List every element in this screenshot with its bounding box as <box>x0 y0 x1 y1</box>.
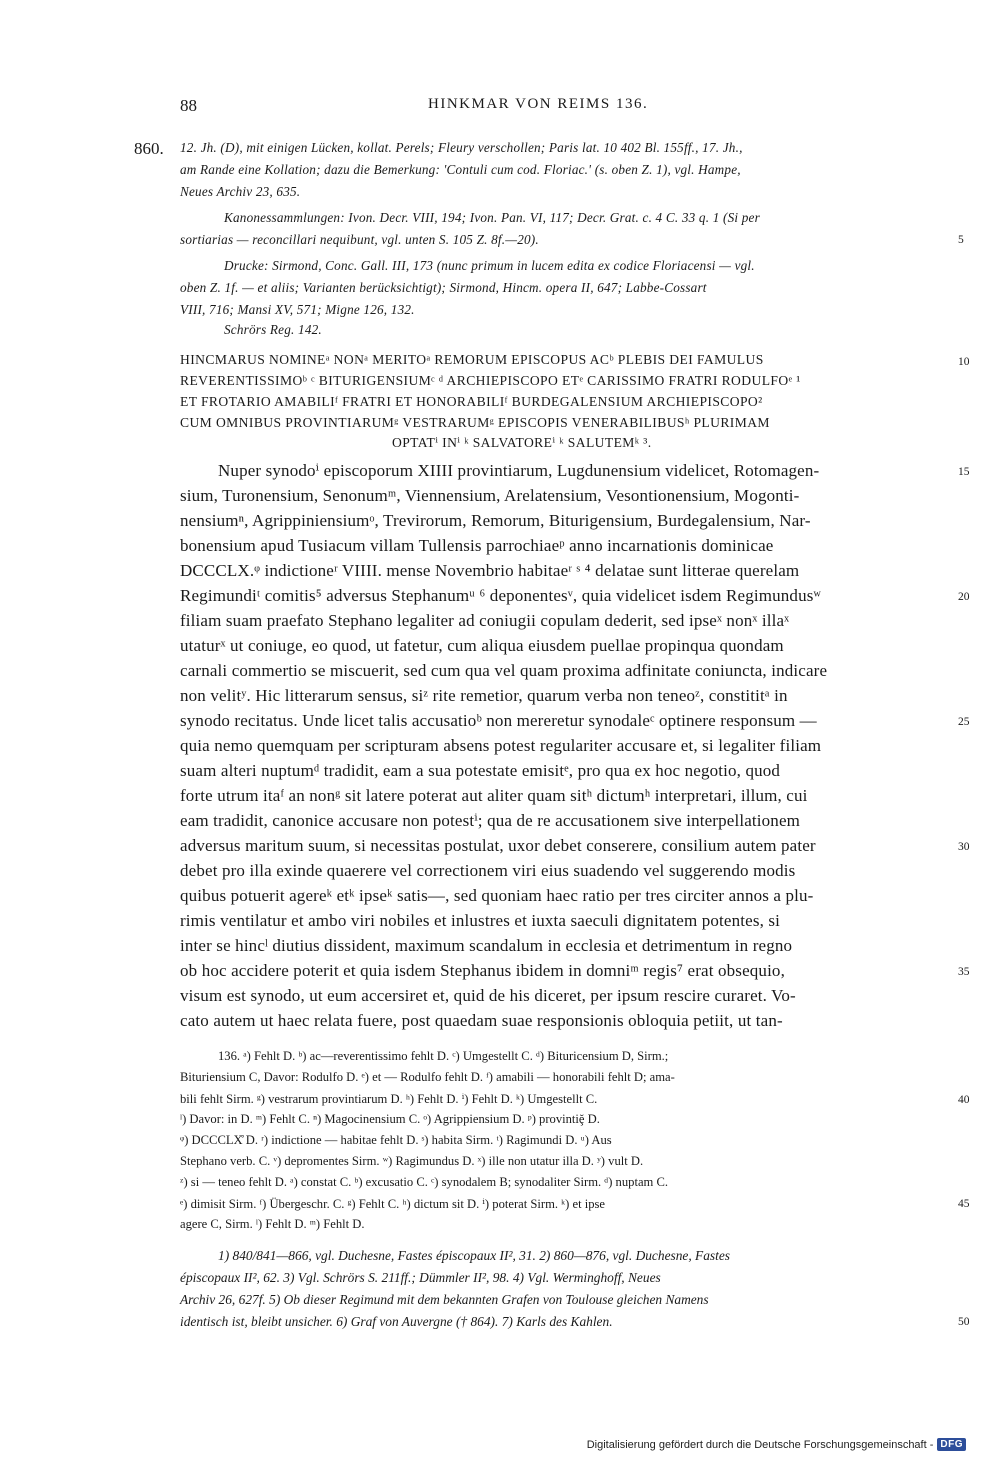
footnote-line: identisch ist, bleibt unsicher. 6) Graf von Auvergne († 864). 7) Karls des Kahlen. <box>180 1314 613 1329</box>
line-number: 50 <box>958 1316 970 1328</box>
line-number: 10 <box>958 356 970 368</box>
line-number: 25 <box>958 716 970 728</box>
body-line: ob hoc accidere poterit et quia isdem Stephanus ibidem in domniᵐ regis⁷ erat obsequio, <box>180 961 785 980</box>
heading-line: ET FROTARIO AMABILIᶠ FRATRI ET HONORABILIᶠ BURDEGALENSIUM ARCHIEPISCOPO² <box>180 394 763 409</box>
source-line: oben Z. 1f. — et aliis; Varianten berücksichtigt); Sirmond, Hincm. opera II, 647; Labbe-Cossart <box>180 280 707 295</box>
source-line: 12. Jh. (D), mit einigen Lücken, kollat. Perels; Fleury verschollen; Paris lat. 10 402 Bl. 155ff., 17. Jh., <box>180 140 743 155</box>
body-line: utaturˣ ut coniuge, eo quod, ut fatetur, cum aliqua eiusdem puellae propinqua quondam <box>180 636 784 655</box>
line-number: 30 <box>958 841 970 853</box>
source-line: Drucke: Sirmond, Conc. Gall. III, 173 (nunc primum in lucem edita ex codice Floriacensi — vgl. <box>224 258 755 273</box>
source-line: Schrörs Reg. 142. <box>224 322 322 337</box>
line-number: 15 <box>958 466 970 478</box>
body-line: bonensium apud Tusiacum villam Tullensis parrochiaeᵖ anno incarnationis dominicae <box>180 536 774 555</box>
credit-text: Digitalisierung gefördert durch die Deutsche Forschungsgemeinschaft - <box>586 1438 934 1451</box>
body-line: adversus maritum suum, si necessitas postulat, uxor debet conserere, consilium autem pater <box>180 836 816 855</box>
digitization-credit <box>587 1438 966 1451</box>
body-line: inter se hincˡ diutius dissident, maximum scandalum in ecclesia et detrimentum in regno <box>180 936 793 955</box>
body-line: Regimundiᵗ comitis⁵ adversus Stephanumᵘ ⁶ deponentesᵛ, quia videlicet isdem Regimundusʷ <box>180 586 821 605</box>
body-line: carnali commertio se miscuerit, sed cum qua vel quam proxima adfinitate coniuncta, indicare <box>180 661 828 680</box>
body-line: rimis ventilatur et ambo viri nobiles et inlustres et iuxta saeculi dignitatem potentes, si <box>180 911 781 930</box>
source-line: sortiarias — reconcillari nequibunt, vgl. unten S. 105 Z. 8f.—20). <box>180 232 539 247</box>
footnote-line: épiscopaux II², 62. 3) Vgl. Schrörs S. 211ff.; Dümmler II², 98. 4) Vgl. Werminghoff, Neues <box>180 1270 661 1285</box>
apparatus-line: ˡ) Davor: in D. ᵐ) Fehlt C. ⁿ) Magocinensium C. ᵒ) Agrippiensium D. ᵖ) provintiḝ D. <box>180 1112 600 1126</box>
running-title: HINKMAR VON REIMS 136. <box>428 96 649 112</box>
source-line: Neues Archiv 23, 635. <box>180 184 301 199</box>
line-number: 20 <box>958 591 970 603</box>
apparatus-line: bili fehlt Sirm. ᵍ) vestrarum provintiarum D. ʰ) Fehlt D. ⁱ) Fehlt D. ᵏ) Umgestellt C. <box>180 1092 598 1106</box>
apparatus-line: ᵉ) dimisit Sirm. ᶠ) Übergeschr. C. ᵍ) Fehlt C. ʰ) dictum sit D. ⁱ) poterat Sirm. ᵏ) et ipse <box>180 1197 606 1211</box>
line-number: 45 <box>958 1198 970 1210</box>
body-line: DCCCLX.ᵠ indictioneʳ VIIII. mense Novembrio habitaeʳ ˢ ⁴ delatae sunt litterae querelam <box>180 561 800 580</box>
apparatus-line: Bituriensium C, Davor: Rodulfo D. ᵉ) et — Rodulfo fehlt D. ᶠ) amabili — honorabili fehlt D; ama- <box>180 1070 675 1084</box>
body-line: suam alteri nuptumᵈ tradidit, eam a sua potestate emisitᵉ, pro qua ex hoc negotio, quod <box>180 761 781 780</box>
body-line: synodo recitatus. Unde licet talis accusatioᵇ non mereretur synodaleᶜ optinere responsum — <box>180 711 817 730</box>
line-number: 5 <box>958 234 964 246</box>
body-line: quibus potuerit agereᵏ etᵏ ipseᵏ satis—, sed quoniam haec ratio per tres circiter annos a plu- <box>180 886 814 905</box>
page-number: 88 <box>180 96 197 115</box>
source-line: Kanonessammlungen: Ivon. Decr. VIII, 194; Ivon. Pan. VI, 117; Decr. Grat. c. 4 C. 33 q. 1 (Si per <box>224 210 760 225</box>
body-line: sium, Turonensium, Senonumᵐ, Viennensium, Arelatensium, Vesontionensium, Mogonti- <box>180 486 800 505</box>
apparatus-line: Stephano verb. C. ᵛ) depromentes Sirm. ʷ) Ragimundus D. ˣ) ille non utatur illa D. ʸ) vult D. <box>180 1154 644 1168</box>
footnote-line: Archiv 26, 627f. 5) Ob dieser Regimund mit dem bekannten Grafen von Toulouse gleichen Namens <box>180 1292 709 1307</box>
apparatus-line: 136. ᵃ) Fehlt D. ᵇ) ac—reverentissimo fehlt D. ᶜ) Umgestellt C. ᵈ) Bituricensium D, Sirm.; <box>218 1049 669 1063</box>
body-line: cato autem ut haec relata fuere, post quaedam suae responsionis obloquia petiit, ut tan- <box>180 1011 783 1030</box>
source-line: am Rande eine Kollation; dazu die Bemerkung: 'Contuli cum cod. Floriac.' (s. oben Z. 1), vgl. Hampe, <box>180 162 741 177</box>
body-line: eam tradidit, canonice accusare non potestⁱ; qua de re accusationem sive interpellationem <box>180 811 801 830</box>
body-line: forte utrum itaᶠ an nonᵍ sit latere poterat aut aliter quam sitʰ dictumʰ interpretari, illum, cui <box>180 786 808 805</box>
apparatus-line: agere C, Sirm. ˡ) Fehlt D. ᵐ) Fehlt D. <box>180 1217 365 1231</box>
body-line: Nuper synodoⁱ episcoporum XIIII provintiarum, Lugdunensium videlicet, Rotomagen- <box>218 461 820 480</box>
heading-line: HINCMARUS NOMINEᵃ NONᵃ MERITOᵃ REMORUM EPISCOPUS ACᵇ PLEBIS DEI FAMULUS <box>180 352 764 367</box>
body-line: quia nemo quemquam per scripturam absens potest regulariter accusare et, si legaliter filiam <box>180 736 822 755</box>
heading-line: REVERENTISSIMOᵇ ᶜ BITURIGENSIUMᶜ ᵈ ARCHIEPISCOPO ETᵉ CARISSIMO FRATRI RODULFOᵉ ¹ <box>180 373 801 388</box>
body-line: nensiumⁿ, Agrippiniensiumᵒ, Trevirorum, Remorum, Biturigensium, Burdegalensium, Nar- <box>180 511 811 530</box>
apparatus-line: ᵠ) DCCCLX̊ D. ʳ) indictione — habitae fehlt D. ˢ) habita Sirm. ᵗ) Ragimundi D. ᵘ) Aus <box>180 1133 612 1147</box>
body-line: visum est synodo, ut eum accersiret et, quid de his diceret, per ipsum rescire curaret. Vo- <box>180 986 796 1005</box>
footnote-line: 1) 840/841—866, vgl. Duchesne, Fastes épiscopaux II², 31. 2) 860—876, vgl. Duchesne, Fastes <box>218 1248 731 1263</box>
year-marker: 860. <box>134 139 164 158</box>
line-number: 40 <box>958 1094 970 1106</box>
body-line: debet pro illa exinde quaerere vel correctionem viri eius suadendo vel suggerendo modis <box>180 861 796 880</box>
line-number: 35 <box>958 966 970 978</box>
body-line: non velitʸ. Hic litterarum sensus, siᶻ rite remetior, quarum verba non teneoᶻ, constititᵃ in <box>180 686 788 705</box>
heading-line: CUM OMNIBUS PROVINTIARUMᵍ VESTRARUMᵍ EPISCOPIS VENERABILIBUSʰ PLURIMAM <box>180 415 770 430</box>
apparatus-line: ᶻ) si — teneo fehlt D. ᵃ) constat C. ᵇ) excusatio C. ᶜ) synodalem B; synodaliter Sirm. ᵈ) nuptam C. <box>180 1175 669 1189</box>
body-line: filiam suam praefato Stephano legaliter ad coniugii copulam dederit, sed ipseˣ nonˣ illaˣ <box>180 611 790 630</box>
dfg-logo: DFG <box>937 1438 966 1451</box>
heading-line: OPTATⁱ INⁱ ᵏ SALVATOREⁱ ᵏ SALUTEMᵏ ³. <box>392 435 652 450</box>
source-line: VIII, 716; Mansi XV, 571; Migne 126, 132. <box>180 302 415 317</box>
